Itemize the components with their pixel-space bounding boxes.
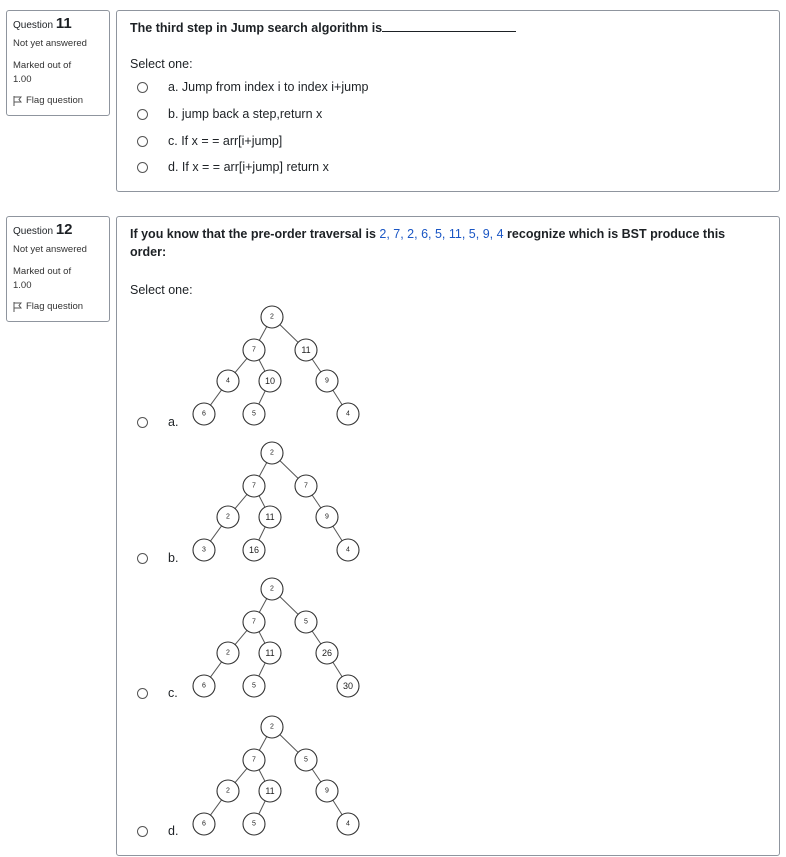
tree-edge [280, 325, 298, 343]
svg-text:2: 2 [226, 787, 230, 795]
tree-edge [280, 735, 298, 753]
tree-edge [210, 800, 221, 815]
tree-node-rr [316, 370, 338, 392]
tree-edge [259, 527, 265, 540]
tree-edge [259, 496, 265, 507]
tree-node-rr [316, 642, 338, 664]
select-one-prompt: Select one: [130, 283, 193, 297]
tree-node-lll [193, 403, 215, 425]
tree-node-root [261, 578, 283, 600]
question-text: The third step in Jump search algorithm is [130, 19, 516, 37]
svg-text:2: 2 [226, 649, 230, 657]
question-12-info [6, 216, 110, 322]
answer-option-b[interactable]: b. jump back a step,return x [137, 107, 322, 121]
tree-node-lr [259, 780, 281, 802]
tree-edge [259, 801, 265, 814]
svg-text:4: 4 [346, 546, 350, 554]
tree-node-rr [316, 506, 338, 528]
tree-node-r [295, 749, 317, 771]
tree-node-rrr [337, 813, 359, 835]
tree-edge [259, 770, 265, 781]
tree-node-rrr [337, 675, 359, 697]
tree-edge [210, 662, 221, 677]
tree-edge [259, 737, 266, 751]
bst-diagram-a [117, 295, 781, 435]
tree-edge [235, 768, 247, 782]
tree-node-ll [217, 370, 239, 392]
svg-text:7: 7 [252, 346, 256, 354]
svg-text:5: 5 [252, 410, 256, 418]
svg-text:9: 9 [325, 787, 329, 795]
bst-diagram-c [117, 567, 781, 707]
tree-edge [259, 463, 266, 477]
tree-node-lrl [243, 539, 265, 561]
svg-text:11: 11 [301, 345, 311, 355]
tree-node-lr [259, 642, 281, 664]
svg-text:6: 6 [202, 410, 206, 418]
answer-option-c[interactable]: c. [137, 686, 178, 700]
tree-edge [312, 631, 321, 644]
tree-edge [259, 599, 266, 613]
svg-text:4: 4 [346, 410, 350, 418]
tree-edge [259, 632, 265, 643]
flag-icon [13, 302, 22, 312]
svg-text:16: 16 [248, 545, 260, 555]
bst-diagram-d [117, 705, 781, 845]
svg-text:6: 6 [202, 682, 206, 690]
preorder-sequence: 2, 7, 2, 6, 5, 11, 5, 9, 4 [379, 227, 504, 241]
svg-text:7: 7 [252, 482, 256, 490]
radio-b[interactable] [137, 109, 148, 120]
svg-text:3: 3 [202, 546, 206, 554]
question-text: If you know that the pre-order traversal is 2, 7, 2, 6, 5, 11, 5, 9, 4 recognize which is BST produce this order: [130, 227, 726, 259]
tree-node-lrl [243, 813, 265, 835]
svg-text:5: 5 [304, 618, 308, 626]
svg-text:10: 10 [264, 376, 276, 386]
tree-node-l [243, 339, 265, 361]
radio-c[interactable] [137, 136, 148, 147]
tree-node-lr [259, 506, 281, 528]
answer-option-a[interactable]: a. Jump from index i to index i+jump [137, 80, 368, 94]
tree-node-l [243, 611, 265, 633]
svg-text:7: 7 [252, 618, 256, 626]
tree-edge [333, 526, 342, 540]
svg-text:5: 5 [304, 756, 308, 764]
radio-a[interactable] [137, 82, 148, 93]
svg-text:2: 2 [270, 313, 274, 321]
question-state: Not yet answered [13, 244, 87, 255]
tree-node-r [295, 339, 317, 361]
tree-edge [312, 495, 321, 508]
svg-text:9: 9 [325, 377, 329, 385]
tree-node-rrr [337, 539, 359, 561]
svg-text:30: 30 [342, 681, 354, 691]
svg-text:7: 7 [304, 482, 308, 490]
tree-node-root [261, 442, 283, 464]
question-state: Not yet answered [13, 38, 87, 49]
tree-node-r [295, 475, 317, 497]
svg-text:4: 4 [346, 820, 350, 828]
svg-text:5: 5 [252, 682, 256, 690]
tree-node-l [243, 749, 265, 771]
svg-text:9: 9 [325, 513, 329, 521]
tree-node-lll [193, 539, 215, 561]
svg-text:11: 11 [265, 512, 275, 522]
tree-edge [235, 630, 247, 644]
tree-edge [333, 390, 342, 404]
question-11-info [6, 10, 110, 116]
question-number: Question 12 [13, 221, 73, 238]
flag-icon [13, 96, 22, 106]
tree-edge [235, 358, 247, 372]
svg-text:7: 7 [252, 756, 256, 764]
svg-text:26: 26 [321, 648, 333, 658]
flag-question-button[interactable]: Flag question [13, 301, 103, 312]
tree-edge [210, 526, 221, 541]
tree-edge [259, 327, 266, 341]
tree-edge [235, 494, 247, 508]
tree-node-lr [259, 370, 281, 392]
tree-edge [333, 662, 342, 676]
question-number: Question 11 [13, 15, 72, 32]
answer-option-b[interactable]: b. [137, 551, 178, 565]
svg-text:2: 2 [270, 449, 274, 457]
tree-node-lrl [243, 675, 265, 697]
tree-node-r [295, 611, 317, 633]
answer-option-a[interactable]: a. [137, 415, 178, 429]
question-grade: Marked out of 1.00 [13, 60, 72, 85]
question-grade: Marked out of 1.00 [13, 266, 72, 291]
tree-edge [259, 663, 265, 676]
svg-text:5: 5 [252, 820, 256, 828]
tree-node-lrl [243, 403, 265, 425]
tree-edge [259, 360, 265, 371]
bst-diagram-b [117, 431, 781, 571]
question-11-content [116, 10, 780, 192]
answer-option-d[interactable]: d. If x = = arr[i+jump] return x [137, 160, 329, 174]
tree-node-lll [193, 813, 215, 835]
tree-edge [280, 461, 298, 479]
tree-node-rrr [337, 403, 359, 425]
select-one-prompt: Select one: [130, 57, 193, 71]
tree-node-lll [193, 675, 215, 697]
svg-text:6: 6 [202, 820, 206, 828]
tree-node-ll [217, 642, 239, 664]
tree-node-root [261, 306, 283, 328]
tree-node-ll [217, 506, 239, 528]
tree-edge [312, 359, 321, 372]
answer-option-d[interactable]: d. [137, 824, 178, 838]
answer-option-c[interactable]: c. If x = = arr[i+jump] [137, 134, 282, 148]
question-12-content [116, 216, 780, 856]
tree-edge [259, 391, 265, 404]
svg-text:2: 2 [270, 585, 274, 593]
tree-node-rr [316, 780, 338, 802]
svg-text:2: 2 [270, 723, 274, 731]
tree-node-root [261, 716, 283, 738]
radio-d[interactable] [137, 162, 148, 173]
tree-edge [210, 390, 221, 405]
tree-node-ll [217, 780, 239, 802]
tree-edge [312, 769, 321, 782]
tree-edge [280, 597, 298, 615]
svg-text:4: 4 [226, 377, 230, 385]
flag-question-button[interactable]: Flag question [13, 95, 103, 106]
tree-node-l [243, 475, 265, 497]
svg-text:11: 11 [265, 786, 275, 796]
svg-text:11: 11 [265, 648, 275, 658]
tree-edge [333, 800, 342, 814]
svg-text:2: 2 [226, 513, 230, 521]
